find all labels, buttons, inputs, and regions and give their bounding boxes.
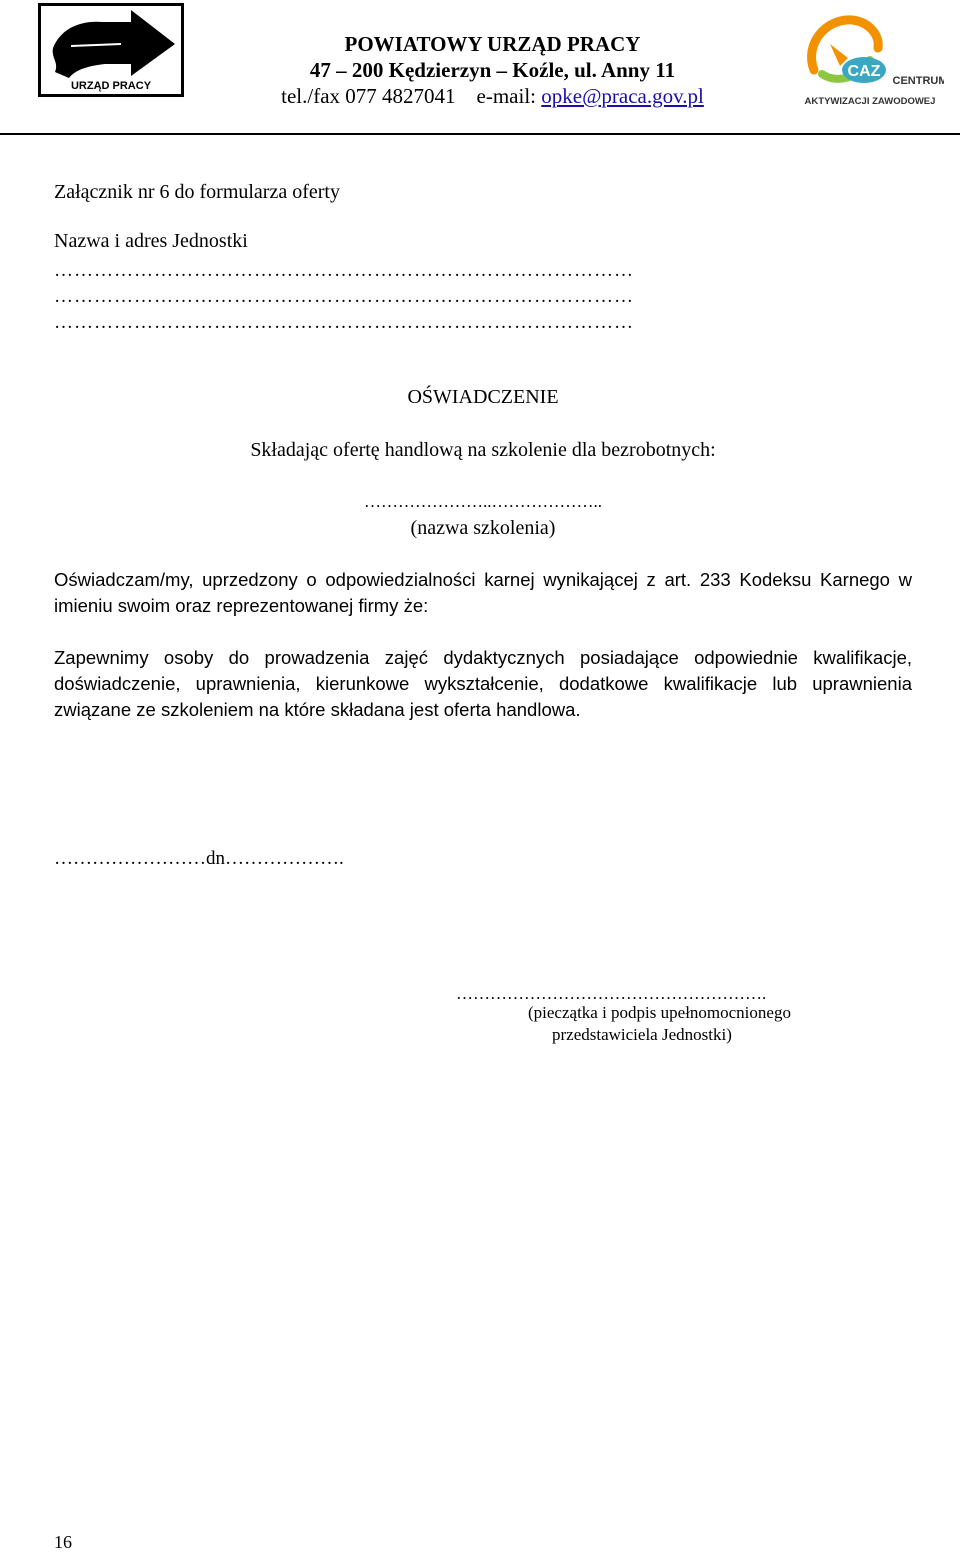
- commitment-paragraph: Zapewnimy osoby do prowadzenia zajęć dydaktycznych posiadające odpowiednie kwalifikacje, doświadczenie, uprawnienia, kierunkowe wykształcenie, dodatkowe kwalifikacje lub uprawnienia związane ze szkoleniem na które składana jest oferta handlowa.: [54, 647, 912, 720]
- caz-caption-aktywizacji: AKTYWIZACJI ZAWODOWEJ: [804, 96, 936, 107]
- caz-text: CAZ: [847, 63, 881, 80]
- office-contact: [230, 83, 755, 109]
- signature-caption: (pieczątka i podpis upełnomocnionego: [528, 1003, 791, 1022]
- unit-dots-line: ……………………………………………………………………………: [54, 286, 634, 307]
- unit-name-label: Nazwa i adres Jednostki: [54, 230, 248, 252]
- office-name: POWIATOWY URZĄD PRACY: [344, 32, 641, 56]
- arrow-logo-icon: [41, 6, 181, 94]
- intro-sentence: Składając ofertę handlową na szkolenie dla bezrobotnych:: [250, 439, 716, 461]
- header-divider: [0, 133, 960, 135]
- contact-phone: tel./fax 077 4827041 e-mail:: [281, 84, 542, 108]
- urzad-pracy-logo: [38, 3, 184, 97]
- caz-caption-centrum: CENTRUM: [892, 75, 944, 87]
- logo-caption: URZĄD PRACY: [70, 80, 152, 92]
- course-name-caption: (nazwa szkolenia): [410, 517, 556, 539]
- caz-logo: [800, 14, 944, 112]
- place-date-line: ……………………dn……………….: [54, 848, 344, 869]
- office-address: 47 – 200 Kędzierzyn – Koźle, ul. Anny 11: [309, 58, 676, 82]
- course-name-dots: …………………..………………..: [364, 492, 602, 511]
- email-link[interactable]: opke@praca.gov.pl: [541, 84, 704, 108]
- caz-emblem-icon: [800, 14, 944, 112]
- unit-dots-line: ……………………………………………………………………………: [54, 260, 634, 281]
- document-title: OŚWIADCZENIE: [407, 386, 559, 408]
- attachment-label: Załącznik nr 6 do formularza oferty: [54, 181, 340, 203]
- unit-dots-line: ……………………………………………………………………………: [54, 312, 634, 333]
- signature-line: ……………………………………………….: [456, 984, 767, 1003]
- declaration-paragraph: Oświadczam/my, uprzedzony o odpowiedzialności karnej wynikającej z art. 233 Kodeksu Karnego w imieniu swoim oraz reprezentowanej firmy że:: [54, 569, 912, 616]
- page-number: 16: [54, 1532, 72, 1552]
- signature-caption-second-line: przedstawiciela Jednostki): [552, 1025, 732, 1044]
